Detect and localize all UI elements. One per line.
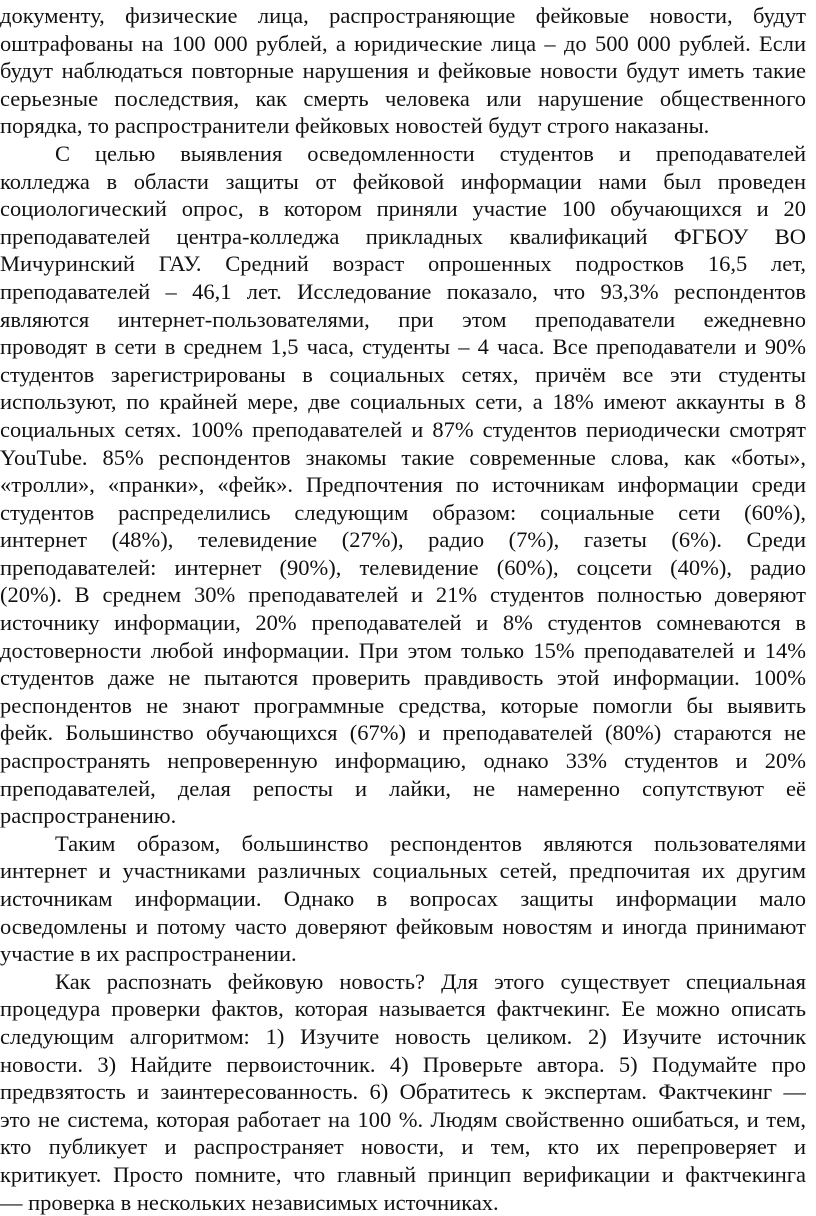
text-line: будут наблюдаться повторные нарушения и фейковые новости будут иметь такие xyxy=(0,58,806,84)
text-line: новости. 3) Найдите первоисточник. 4) Проверьте автора. 5) Подумайте про xyxy=(0,1051,806,1077)
text-line: С целью выявления осведомленности студентов и преподавателей xyxy=(55,140,806,166)
text-line: источникам информации. Однако в вопросах защиты информации мало xyxy=(0,886,806,911)
text-line: следующим алгоритмом: 1) Изучите новость целиком. 2) Изучите источник xyxy=(0,1023,806,1049)
text-line: достоверности любой информации. При этом только 15% преподавателей и 14% xyxy=(0,637,806,663)
text-line: Как распознать фейковую новость? Для этого существует специальная xyxy=(55,968,806,994)
text-line: серьезные последствия, как смерть человека или нарушение общественного xyxy=(0,85,806,111)
paragraph-conclusion xyxy=(0,830,816,968)
text-line: распространять непроверенную информацию, однако 33% студентов и 20% xyxy=(0,748,806,774)
text-line: это не система, которая работает на 100 %. Людям свойственно ошибаться, и тем, xyxy=(0,1106,806,1132)
text-line: респондентов не знают программные средства, которые помогли бы выявить xyxy=(0,692,806,718)
text-line: преподавателей – 46,1 лет. Исследование показало, что 93,3% респондентов xyxy=(0,278,806,304)
text-line: документу, физические лица, распространяющие фейковые новости, будут xyxy=(0,3,806,28)
paragraph-survey xyxy=(0,140,816,830)
text-line: интернет и участниками различных социальных сетей, предпочитая их другим xyxy=(0,858,806,884)
text-line: кто публикует и распространяет новости, и тем, кто их перепроверяет и xyxy=(0,1134,806,1160)
text-line: интернет (48%), телевидение (27%), радио (7%), газеты (6%). Среди xyxy=(0,527,806,553)
text-line: используют, по крайней мере, две социальных сети, а 18% имеют аккаунты в 8 xyxy=(0,389,806,415)
text-line: колледжа в области защиты от фейковой информации нами был проведен xyxy=(0,168,806,194)
text-line: осведомлены и потому часто доверяют фейковым новостям и иногда принимают xyxy=(0,913,806,939)
text-line: «тролли», «пранки», «фейк». Предпочтения по источникам информации среди xyxy=(0,472,806,498)
text-line: предвзятость и заинтересованность. 6) Обратитесь к экспертам. Фактчекинг — xyxy=(0,1079,806,1105)
paragraph-fines xyxy=(0,2,816,140)
text-line: (20%). В среднем 30% преподавателей и 21% студентов полностью доверяют xyxy=(0,582,806,608)
text-line: студентов распределились следующим образом: социальные сети (60%), xyxy=(0,499,806,525)
text-line: преподавателей: интернет (90%), телевидение (60%), соцсети (40%), радио xyxy=(0,554,806,580)
text-line: оштрафованы на 100 000 рублей, а юридические лица – до 500 000 рублей. Если xyxy=(0,30,806,56)
text-line: фейк. Большинство обучающихся (67%) и преподавателей (80%) стараются не xyxy=(0,720,806,746)
text-line: критикует. Просто помните, что главный принцип верификации и фактчекинга xyxy=(0,1161,806,1187)
text-line: участие в их распространении. xyxy=(0,941,297,967)
text-line: YouTube. 85% респондентов знакомы такие современные слова, как «боты», xyxy=(0,444,806,470)
text-line: распространению. xyxy=(0,803,177,829)
text-line: преподавателей центра-колледжа прикладных квалификаций ФГБОУ ВО xyxy=(0,223,806,249)
text-line: социальных сетях. 100% преподавателей и 87% студентов периодически смотрят xyxy=(0,416,806,442)
text-line: Таким образом, большинство респондентов являются пользователями xyxy=(55,830,806,856)
text-line: источнику информации, 20% преподавателей и 8% студентов сомневаются в xyxy=(0,610,806,636)
text-line: преподавателей, делая репосты и лайки, не намеренно сопутствуют её xyxy=(0,775,806,801)
text-line: социологический опрос, в котором приняли участие 100 обучающихся и 20 xyxy=(0,196,806,222)
text-line: процедура проверки фактов, которая называется фактчекинг. Ее можно описать xyxy=(0,996,806,1022)
text-line: Мичуринский ГАУ. Средний возраст опрошенных подростков 16,5 лет, xyxy=(0,251,806,277)
text-line: являются интернет-пользователями, при этом преподаватели ежедневно xyxy=(0,306,806,332)
text-line: студентов зарегистрированы в социальных сетях, причём все эти студенты xyxy=(0,361,806,387)
text-line: — проверка в нескольких независимых источниках. xyxy=(0,1189,499,1215)
text-line: порядка, то распространители фейковых новостей будут строго наказаны. xyxy=(0,113,710,139)
text-line: студентов даже не пытаются проверить правдивость этой информации. 100% xyxy=(0,665,806,691)
paragraph-factcheck xyxy=(0,968,816,1216)
text-line: проводят в сети в среднем 1,5 часа, студенты – 4 часа. Все преподаватели и 90% xyxy=(0,334,806,360)
